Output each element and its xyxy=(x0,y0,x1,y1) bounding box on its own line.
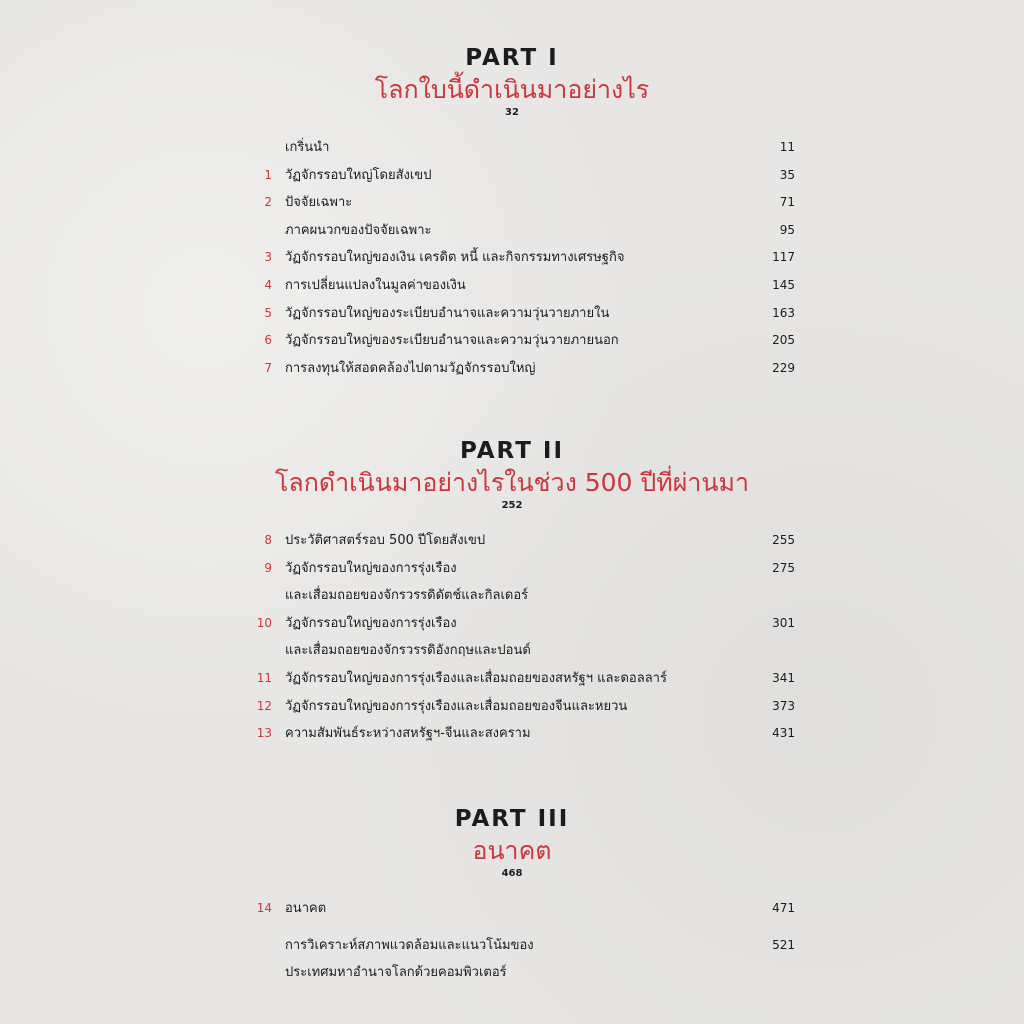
page-number: 255 xyxy=(772,533,795,547)
part-2-contents xyxy=(250,527,795,748)
chapter-title: วัฏจักรรอบใหญ่ของการรุ่งเรือง xyxy=(285,615,457,631)
page-number: 521 xyxy=(772,937,795,952)
toc-entry[interactable] xyxy=(250,355,795,383)
toc-entry[interactable] xyxy=(250,665,795,693)
toc-entry[interactable] xyxy=(250,244,795,272)
page-number: 275 xyxy=(772,560,795,575)
chapter-number: 9 xyxy=(264,560,272,575)
chapter-title: และเสื่อมถอยของจักรวรรดิดัตช์และกิลเดอร์ xyxy=(285,588,529,604)
chapter-number: 8 xyxy=(264,533,272,547)
part-3-contents xyxy=(250,895,795,987)
chapter-number: 11 xyxy=(256,670,272,685)
toc-entry[interactable] xyxy=(250,582,795,610)
toc-entry[interactable] xyxy=(250,217,795,245)
page-number: 431 xyxy=(772,726,795,741)
part-label: PART II xyxy=(459,438,565,464)
page-number: 341 xyxy=(772,670,795,685)
chapter-number: 12 xyxy=(256,698,272,713)
toc-entry[interactable] xyxy=(250,300,795,328)
part-label: PART I xyxy=(465,45,559,71)
chapter-number: 2 xyxy=(264,195,272,210)
chapter-number: 4 xyxy=(264,277,272,292)
page-number: 117 xyxy=(772,250,795,265)
part-1-contents xyxy=(250,134,795,382)
page-number: 163 xyxy=(772,305,795,320)
chapter-title: วัฏจักรรอบใหญ่ของเงิน เครดิต หนี้ และกิจกรรมทางเศรษฐกิจ xyxy=(285,250,625,266)
chapter-title: การวิเคราะห์สภาพแวดล้อมและแนวโน้มของ xyxy=(285,937,534,953)
part-page-number: 32 xyxy=(505,107,519,118)
toc-entry[interactable] xyxy=(250,637,795,665)
chapter-title: และเสื่อมถอยของจักรวรรดิอังกฤษและปอนด์ xyxy=(285,643,531,659)
toc-entry[interactable] xyxy=(250,327,795,355)
part-1-header xyxy=(0,44,1024,120)
chapter-title: ประวัติศาสตร์รอบ 500 ปีโดยสังเขป xyxy=(285,533,486,548)
chapter-title: วัฏจักรรอบใหญ่โดยสังเขป xyxy=(285,167,432,183)
page-number: 229 xyxy=(772,360,795,375)
part-2-header xyxy=(0,437,1024,513)
page-number: 95 xyxy=(779,222,795,237)
chapter-title: ประเทศมหาอำนาจโลกด้วยคอมพิวเตอร์ xyxy=(285,965,507,981)
page-number: 373 xyxy=(772,698,795,713)
page-number: 205 xyxy=(772,333,795,348)
chapter-title: ปัจจัยเฉพาะ xyxy=(285,195,353,211)
toc-entry[interactable] xyxy=(250,272,795,300)
chapter-title: วัฏจักรรอบใหญ่ของระเบียบอำนาจและความวุ่นวายภายนอก xyxy=(285,333,619,349)
chapter-title: เกริ่นนำ xyxy=(285,140,330,155)
chapter-number: 6 xyxy=(264,333,272,348)
toc-entry[interactable] xyxy=(250,527,795,555)
chapter-title: ความสัมพันธ์ระหว่างสหรัฐฯ-จีนและสงคราม xyxy=(285,726,531,742)
page-number: 11 xyxy=(779,140,795,154)
chapter-number: 3 xyxy=(264,250,272,265)
toc-entry[interactable] xyxy=(250,610,795,638)
page-number: 71 xyxy=(779,195,795,210)
toc-entry[interactable] xyxy=(250,959,795,987)
chapter-title: วัฏจักรรอบใหญ่ของระเบียบอำนาจและความวุ่นวายภายใน xyxy=(285,305,610,321)
chapter-title: การลงทุนให้สอดคล้องไปตามวัฏจักรรอบใหญ่ xyxy=(285,360,536,376)
chapter-number: 7 xyxy=(264,360,272,375)
chapter-number: 5 xyxy=(264,305,272,320)
toc-entry[interactable] xyxy=(250,134,795,162)
toc-entry[interactable] xyxy=(250,932,795,960)
chapter-number: 1 xyxy=(264,167,272,182)
part-title: โลกใบนี้ดำเนินมาอย่างไร xyxy=(374,75,650,104)
chapter-title: วัฏจักรรอบใหญ่ของการรุ่งเรืองและเสื่อมถอยของสหรัฐฯ และดอลลาร์ xyxy=(285,670,667,686)
chapter-title: การเปลี่ยนแปลงในมูลค่าของเงิน xyxy=(285,277,466,293)
part-title: อนาคต xyxy=(472,836,552,865)
toc-entry[interactable] xyxy=(250,693,795,721)
chapter-title: วัฏจักรรอบใหญ่ของการรุ่งเรือง xyxy=(285,560,457,576)
page-number: 145 xyxy=(772,277,795,292)
part-page-number: 468 xyxy=(501,868,523,879)
toc-entry[interactable] xyxy=(250,720,795,748)
toc-entry[interactable] xyxy=(250,555,795,583)
page-number: 301 xyxy=(772,615,795,630)
part-page-number: 252 xyxy=(501,500,523,511)
chapter-number: 13 xyxy=(256,726,272,741)
page-number: 35 xyxy=(779,167,795,182)
page-number: 471 xyxy=(772,901,795,915)
part-title: โลกดำเนินมาอย่างไรในช่วง 500 ปีที่ผ่านมา xyxy=(274,468,750,497)
chapter-title: อนาคต xyxy=(285,901,327,916)
chapter-number: 10 xyxy=(256,615,272,630)
toc-entry[interactable] xyxy=(250,162,795,190)
part-3-header xyxy=(0,805,1024,881)
chapter-title: วัฏจักรรอบใหญ่ของการรุ่งเรืองและเสื่อมถอยของจีนและหยวน xyxy=(285,698,628,714)
toc-entry[interactable] xyxy=(250,189,795,217)
toc-entry[interactable] xyxy=(250,895,795,923)
part-label: PART III xyxy=(454,806,570,832)
chapter-title: ภาคผนวกของปัจจัยเฉพาะ xyxy=(285,222,432,238)
chapter-number: 14 xyxy=(256,901,272,915)
